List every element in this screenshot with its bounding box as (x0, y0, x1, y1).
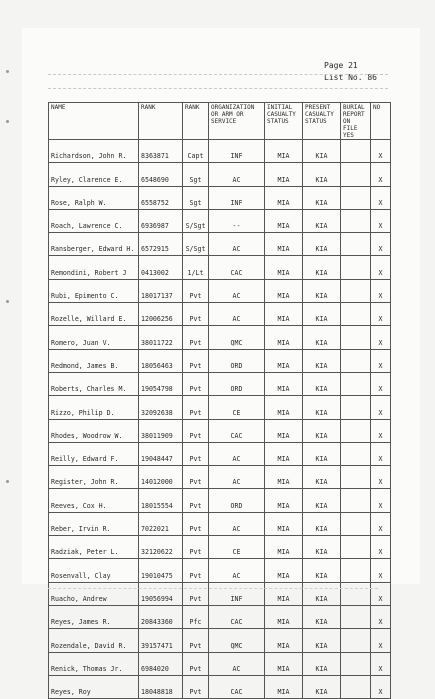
table-cell (341, 559, 371, 582)
table-cell (341, 512, 371, 535)
column-header: ORGANIZATION OR ARM OR SERVICE (209, 103, 265, 140)
table-cell: X (371, 605, 391, 628)
table-cell: X (371, 326, 391, 349)
table-cell: AC (209, 652, 265, 675)
table-cell: Ruacho, Andrew (49, 582, 139, 605)
table-cell: AC (209, 466, 265, 489)
table-cell: X (371, 675, 391, 698)
table-cell (341, 279, 371, 302)
table-row (49, 209, 391, 232)
table-cell: 18015554 (139, 489, 183, 512)
table-cell: 6548690 (139, 163, 183, 186)
table-cell (341, 209, 371, 232)
table-cell: 6572915 (139, 233, 183, 256)
table-row (49, 652, 391, 675)
table-row (49, 326, 391, 349)
table-cell: X (371, 442, 391, 465)
table-cell (341, 442, 371, 465)
table-cell: ORD (209, 489, 265, 512)
table-row (49, 349, 391, 372)
table-cell: MIA (265, 279, 303, 302)
table-cell (341, 466, 371, 489)
table-cell: MIA (265, 186, 303, 209)
table-cell: Romero, Juan V. (49, 326, 139, 349)
table-row (49, 629, 391, 652)
table-cell: Rozendale, David R. (49, 629, 139, 652)
table-cell: S/Sgt (183, 233, 209, 256)
table-cell: 1/Lt (183, 256, 209, 279)
table-row (49, 489, 391, 512)
table-cell: MIA (265, 559, 303, 582)
table-cell: 18048818 (139, 675, 183, 698)
table-cell: INF (209, 140, 265, 163)
table-cell: QMC (209, 326, 265, 349)
table-cell: MIA (265, 419, 303, 442)
table-cell: AC (209, 233, 265, 256)
table-cell: KIA (303, 140, 341, 163)
table-row (49, 186, 391, 209)
column-header: NAME (49, 103, 139, 140)
column-header: RANK (139, 103, 183, 140)
table-cell: KIA (303, 372, 341, 395)
footer-divider (48, 588, 378, 589)
table-cell: 14012000 (139, 466, 183, 489)
table-cell: 18056463 (139, 349, 183, 372)
table-cell: Pvt (183, 303, 209, 326)
table-cell: MIA (265, 536, 303, 559)
table-cell: MIA (265, 326, 303, 349)
table-cell: X (371, 186, 391, 209)
divider (48, 74, 388, 75)
table-cell: AC (209, 559, 265, 582)
table-cell: X (371, 140, 391, 163)
table-cell (341, 605, 371, 628)
table-cell: 0413002 (139, 256, 183, 279)
table-cell: QMC (209, 629, 265, 652)
table-cell: KIA (303, 396, 341, 419)
table-cell: MIA (265, 582, 303, 605)
table-cell (341, 536, 371, 559)
table-cell: 19048447 (139, 442, 183, 465)
table-cell: CE (209, 396, 265, 419)
table-cell: 38011722 (139, 326, 183, 349)
page-header (324, 60, 377, 84)
table-cell: 6558752 (139, 186, 183, 209)
table-cell: KIA (303, 186, 341, 209)
table-cell: KIA (303, 279, 341, 302)
table-cell: KIA (303, 582, 341, 605)
table-cell: MIA (265, 466, 303, 489)
table-cell: Rozelle, Willard E. (49, 303, 139, 326)
table-cell: 6984020 (139, 652, 183, 675)
table-cell (341, 652, 371, 675)
table-cell: Radziak, Peter L. (49, 536, 139, 559)
table-cell: Pfc (183, 605, 209, 628)
table-cell (341, 419, 371, 442)
table-cell: KIA (303, 536, 341, 559)
table-row (49, 279, 391, 302)
table-cell: X (371, 233, 391, 256)
table-row (49, 512, 391, 535)
table-cell: X (371, 163, 391, 186)
table-cell: Redmond, James B. (49, 349, 139, 372)
table-cell: Ryley, Clarence E. (49, 163, 139, 186)
table-cell: MIA (265, 349, 303, 372)
table-cell: KIA (303, 629, 341, 652)
table-cell: Pvt (183, 349, 209, 372)
table-cell: Pvt (183, 675, 209, 698)
table-cell: MIA (265, 489, 303, 512)
table-cell: X (371, 349, 391, 372)
table-cell: MIA (265, 652, 303, 675)
table-row (49, 256, 391, 279)
table-cell: KIA (303, 209, 341, 232)
table-cell: Pvt (183, 559, 209, 582)
table-cell (341, 140, 371, 163)
table-cell: X (371, 652, 391, 675)
table-cell (341, 256, 371, 279)
table-header (49, 103, 391, 140)
table-cell (341, 326, 371, 349)
table-cell: X (371, 372, 391, 395)
table-cell: KIA (303, 512, 341, 535)
column-header: BURIAL REPORT ON FILE YES (341, 103, 371, 140)
table-cell (341, 629, 371, 652)
table-cell: X (371, 489, 391, 512)
table-cell: Remondini, Robert J (49, 256, 139, 279)
table-row (49, 140, 391, 163)
table-cell: MIA (265, 372, 303, 395)
table-cell: Pvt (183, 419, 209, 442)
table-cell: Ransberger, Edward H. (49, 233, 139, 256)
table-cell: KIA (303, 326, 341, 349)
table-row (49, 582, 391, 605)
table-cell: KIA (303, 163, 341, 186)
table-cell: 32120622 (139, 536, 183, 559)
table-cell (341, 233, 371, 256)
column-header: INITIAL CASUALTY STATUS (265, 103, 303, 140)
table-cell: 19056994 (139, 582, 183, 605)
table-cell: S/Sgt (183, 209, 209, 232)
table-cell: 39157471 (139, 629, 183, 652)
table-cell: CAC (209, 605, 265, 628)
table-cell: Reeves, Cox H. (49, 489, 139, 512)
table-cell: Sgt (183, 186, 209, 209)
table-cell: MIA (265, 675, 303, 698)
table-cell: MIA (265, 396, 303, 419)
table-cell: CAC (209, 256, 265, 279)
table-cell: KIA (303, 419, 341, 442)
table-cell: Pvt (183, 512, 209, 535)
table-cell: X (371, 536, 391, 559)
table-cell: Renick, Thomas Jr. (49, 652, 139, 675)
table-cell: Reilly, Edward F. (49, 442, 139, 465)
table-cell: MIA (265, 140, 303, 163)
table-cell: ORD (209, 372, 265, 395)
table-cell: Capt (183, 140, 209, 163)
table-cell: -- (209, 209, 265, 232)
table-cell: CAC (209, 419, 265, 442)
table-cell: X (371, 582, 391, 605)
table-cell: 19010475 (139, 559, 183, 582)
table-cell (341, 675, 371, 698)
table-cell: AC (209, 163, 265, 186)
table-cell: X (371, 512, 391, 535)
table-cell: 20843360 (139, 605, 183, 628)
table-row (49, 233, 391, 256)
table-cell: Pvt (183, 442, 209, 465)
table-cell: KIA (303, 489, 341, 512)
table-cell: X (371, 466, 391, 489)
table-row (49, 442, 391, 465)
table-cell: 12006256 (139, 303, 183, 326)
table-cell: X (371, 559, 391, 582)
page-number: Page 21 (324, 61, 358, 70)
table-cell: 18017137 (139, 279, 183, 302)
table-cell: AC (209, 442, 265, 465)
table-cell: Rubi, Epimento C. (49, 279, 139, 302)
table-cell: Roberts, Charles M. (49, 372, 139, 395)
table-cell: Register, John R. (49, 466, 139, 489)
table-row (49, 559, 391, 582)
table-cell: 8363871 (139, 140, 183, 163)
table-cell: KIA (303, 652, 341, 675)
table-cell: 6936987 (139, 209, 183, 232)
table-cell: Rosenvall, Clay (49, 559, 139, 582)
table-cell: Rose, Ralph W. (49, 186, 139, 209)
column-header: RANK (183, 103, 209, 140)
table-cell: Richardson, John R. (49, 140, 139, 163)
table-cell: Pvt (183, 489, 209, 512)
table-cell: KIA (303, 442, 341, 465)
table-cell: Rizzo, Philip D. (49, 396, 139, 419)
table-cell: KIA (303, 233, 341, 256)
table-cell: AC (209, 279, 265, 302)
table-cell: 19054798 (139, 372, 183, 395)
table-cell: ORD (209, 349, 265, 372)
table-cell: MIA (265, 303, 303, 326)
table-cell: INF (209, 186, 265, 209)
table-cell: MIA (265, 605, 303, 628)
table-cell: INF (209, 582, 265, 605)
table-cell: X (371, 629, 391, 652)
column-header: NO (371, 103, 391, 140)
table-cell: KIA (303, 303, 341, 326)
table-cell (341, 163, 371, 186)
table-cell: Reber, Irvin R. (49, 512, 139, 535)
table-cell: X (371, 396, 391, 419)
table-cell: Reyes, James R. (49, 605, 139, 628)
table-cell: CAC (209, 675, 265, 698)
table-cell (341, 489, 371, 512)
table-body (49, 140, 391, 699)
table-cell: 32092638 (139, 396, 183, 419)
casualty-table (48, 102, 391, 699)
table-cell: Pvt (183, 396, 209, 419)
table-cell: 38011909 (139, 419, 183, 442)
table-cell: MIA (265, 512, 303, 535)
table-cell: Pvt (183, 326, 209, 349)
table-cell: MIA (265, 442, 303, 465)
table-cell: KIA (303, 466, 341, 489)
table-cell: KIA (303, 605, 341, 628)
table-cell: MIA (265, 209, 303, 232)
table-row (49, 536, 391, 559)
table-row (49, 396, 391, 419)
table-cell: X (371, 279, 391, 302)
table-cell: X (371, 303, 391, 326)
table-cell: AC (209, 303, 265, 326)
table-cell: X (371, 209, 391, 232)
table-cell: KIA (303, 256, 341, 279)
table-cell: 7022021 (139, 512, 183, 535)
table-cell (341, 349, 371, 372)
table-cell: KIA (303, 349, 341, 372)
table-row (49, 466, 391, 489)
table-cell: MIA (265, 233, 303, 256)
table-cell: AC (209, 512, 265, 535)
table-cell: Roach, Lawrence C. (49, 209, 139, 232)
table-row (49, 163, 391, 186)
table-cell: MIA (265, 629, 303, 652)
table-cell: X (371, 419, 391, 442)
table-cell: CE (209, 536, 265, 559)
table-row (49, 372, 391, 395)
table-cell: MIA (265, 163, 303, 186)
table-cell: Pvt (183, 466, 209, 489)
table-cell: Pvt (183, 629, 209, 652)
table-cell: Pvt (183, 372, 209, 395)
table-cell: KIA (303, 559, 341, 582)
column-header: PRESENT CASUALTY STATUS (303, 103, 341, 140)
table-row (49, 675, 391, 698)
table-cell (341, 372, 371, 395)
table-cell: Pvt (183, 536, 209, 559)
table-row (49, 419, 391, 442)
table-cell (341, 396, 371, 419)
table-cell: X (371, 256, 391, 279)
table-cell (341, 303, 371, 326)
table-cell: MIA (265, 256, 303, 279)
table-cell: Pvt (183, 652, 209, 675)
table-cell (341, 582, 371, 605)
table-cell (341, 186, 371, 209)
table-cell: Sgt (183, 163, 209, 186)
list-number: List No. 86 (324, 73, 377, 82)
table-row (49, 303, 391, 326)
table-cell: Pvt (183, 582, 209, 605)
table-cell: Rhodes, Woodrow W. (49, 419, 139, 442)
table-cell: Pvt (183, 279, 209, 302)
table-cell: Reyes, Roy (49, 675, 139, 698)
divider (48, 88, 388, 89)
table-cell: KIA (303, 675, 341, 698)
table-row (49, 605, 391, 628)
